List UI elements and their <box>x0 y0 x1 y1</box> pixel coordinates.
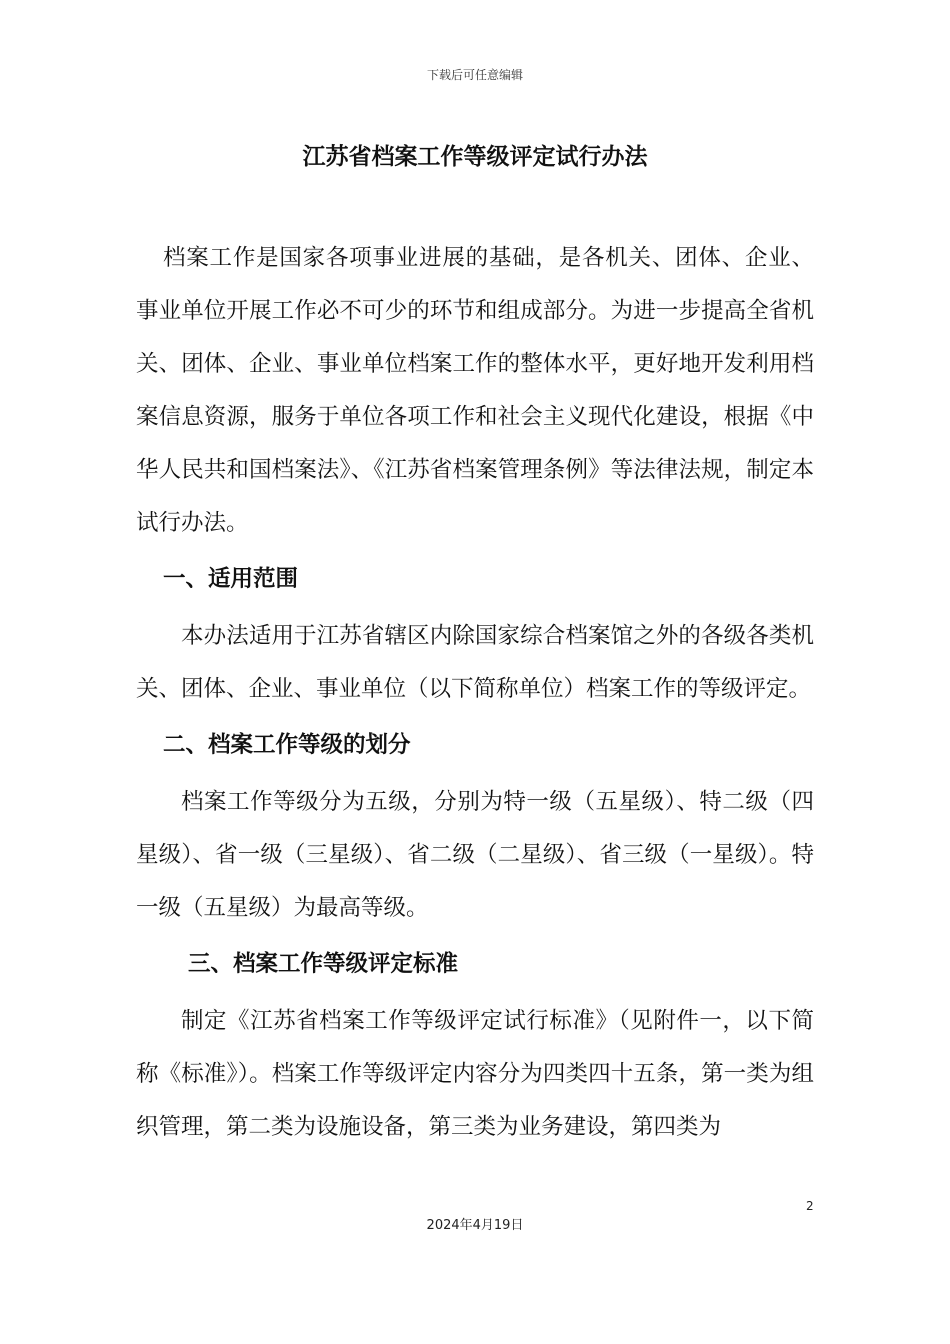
page-header: 下载后可任意编辑 <box>426 68 523 82</box>
section-text-scope: 本办法适用于江苏省辖区内除国家综合档案馆之外的各级各类机关、团体、企业、事业单位（以下简称单位）档案工作的等级评定。 <box>136 623 814 702</box>
section-heading-scope: 一、适用范围 <box>163 566 299 592</box>
section-text-standards: 制定《江苏省档案工作等级评定试行标准》（见附件一，以下简称《标准》）。档案工作等级评定内容分为四类四十五条，第一类为组织管理，第二类为设施设备，第三类为业务建设，第四类为 <box>136 1008 814 1140</box>
section-heading-standards: 三、档案工作等级评定标准 <box>188 951 459 977</box>
page-footer-date: 2024年4月19日 <box>426 1218 524 1233</box>
document-title: 江苏省档案工作等级评定试行办法 <box>302 144 648 170</box>
document-body <box>136 232 814 1154</box>
intro-paragraph: 档案工作是国家各项事业进展的基础，是各机关、团体、企业、事业单位开展工作必不可少的环节和组成部分。为进一步提高全省机关、团体、企业、事业单位档案工作的整体水平，更好地开发利用档案信息资源，服务于单位各项工作和社会主义现代化建设，根据《中华人民共和国档案法》、《江苏省档案管理条例》等法律法规，制定本试行办法。 <box>136 245 814 536</box>
section-text-levels: 档案工作等级分为五级，分别为特一级（五星级）、特二级（四星级）、省一级（三星级）、省二级（二星级）、省三级（一星级）。特一级（五星级）为最高等级。 <box>136 789 814 921</box>
page-number: 2 <box>806 1199 814 1213</box>
section-heading-levels: 二、档案工作等级的划分 <box>163 732 411 758</box>
